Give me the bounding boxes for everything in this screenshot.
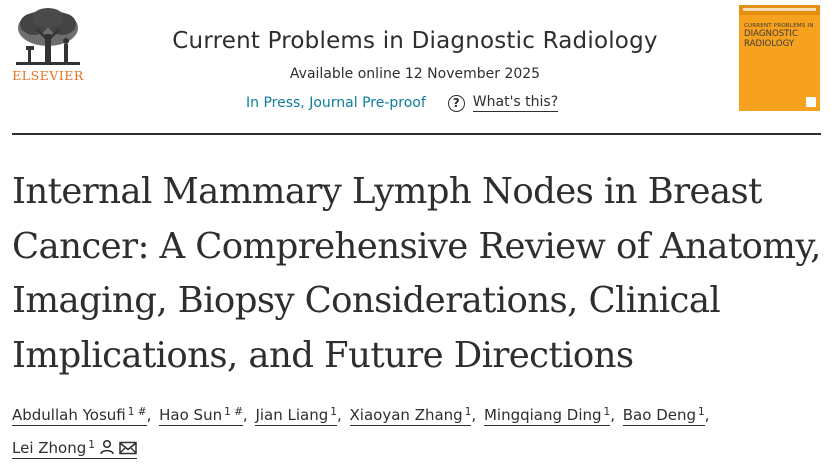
- author-separator: ,: [242, 406, 248, 424]
- author-link[interactable]: [484, 406, 610, 426]
- envelope-icon: [119, 435, 137, 465]
- author-link[interactable]: [623, 406, 705, 426]
- journal-cover-thumbnail[interactable]: [739, 5, 820, 111]
- availability-date: Available online 12 November 2025: [289, 66, 541, 82]
- cover-top-text-strip: [743, 8, 816, 11]
- author-link[interactable]: [159, 406, 243, 426]
- in-press-link[interactable]: In Press, Journal Pre-proof: [246, 95, 426, 111]
- person-icon: [99, 435, 115, 465]
- author-affiliation-marker: 1: [603, 406, 611, 418]
- article-header: [0, 0, 836, 130]
- author-affiliation-marker: 1: [88, 439, 95, 451]
- status-row: [246, 92, 558, 114]
- author-separator: ,: [146, 406, 152, 424]
- author-link[interactable]: [350, 406, 472, 426]
- author-name: Mingqiang Ding: [483, 406, 602, 424]
- author-affiliation-marker: 1: [464, 406, 472, 418]
- author-separator: ,: [610, 406, 615, 424]
- cover-barcode: [806, 97, 816, 107]
- author-name: Xiaoyan Zhang: [349, 406, 463, 424]
- author-affiliation-marker: 1: [698, 406, 705, 418]
- article-title: Internal Mammary Lymph Nodes in Breast Cancer: A Comprehensive Review of Anatomy, Imaging, Biopsy Considerations, Clinical Implications, and Future Directions: [12, 171, 821, 376]
- publisher-name: ELSEVIER: [12, 68, 84, 83]
- author-name: Bao Deng: [622, 406, 697, 424]
- author-link[interactable]: [12, 406, 147, 426]
- author-separator: ,: [471, 406, 477, 424]
- journal-title-link[interactable]: Current Problems in Diagnostic Radiology: [172, 28, 658, 54]
- author-link[interactable]: [255, 406, 337, 426]
- elsevier-tree-icon: [8, 6, 88, 70]
- author-name: Hao Sun: [159, 406, 223, 424]
- cover-top-band: [739, 5, 820, 15]
- author-name: Lei Zhong: [12, 439, 87, 457]
- author-list: [12, 397, 827, 465]
- author-name: Jian Liang: [255, 406, 329, 424]
- cover-title-line-3: RADIOLOGY: [744, 38, 795, 49]
- author-affiliation-marker: 1 #: [224, 406, 243, 418]
- author-affiliation-marker: 1 #: [127, 406, 147, 418]
- author-name: Abdullah Yosufi: [12, 406, 126, 424]
- author-link[interactable]: [12, 439, 137, 459]
- header-divider: [12, 133, 821, 135]
- author-separator: ,: [336, 406, 342, 424]
- author-separator: ,: [704, 406, 710, 424]
- cover-title-line-1: CURRENT PROBLEMS IN: [744, 23, 814, 29]
- cover-title-line-2: DIAGNOSTIC: [744, 29, 798, 39]
- author-affiliation-marker: 1: [330, 406, 337, 418]
- question-circle-icon[interactable]: ?: [448, 95, 465, 112]
- cover-title: [744, 22, 818, 49]
- whats-this-link[interactable]: What's this?: [472, 94, 559, 110]
